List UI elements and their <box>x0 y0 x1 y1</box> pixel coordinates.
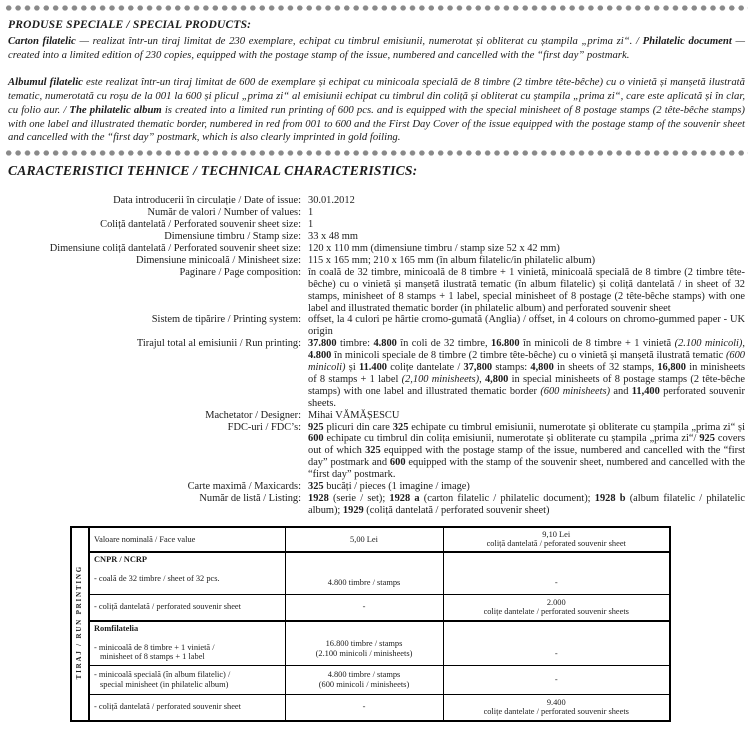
tech-value: 120 x 110 mm (dimensiune timbru / stamp size 52 x 42 mm) <box>308 242 560 254</box>
perforation-dots-middle <box>4 149 748 157</box>
tech-row-listing <box>8 493 745 517</box>
rom-special-desc-cell: - minicoală specială (în album filatelic) / special minisheet (in philatelic album) <box>89 665 285 694</box>
cnpr-souvenir-qty-cell: - <box>285 594 443 621</box>
technical-characteristics-heading: CARACTERISTICI TEHNICE / TECHNICAL CHARACTERISTICS: <box>8 163 418 179</box>
rom-minisheet-desc: - minicoală de 8 timbre + 1 vinietă / minisheet of 8 stamps + 1 label <box>94 642 215 662</box>
tech-row-designer <box>8 410 745 422</box>
cnpr-group-header: CNPR / NCRP <box>94 555 148 564</box>
tech-label: Dimensiune minicoală / Minisheet size: <box>135 254 301 266</box>
tech-value: 30.01.2012 <box>308 195 355 207</box>
print-run-table <box>70 526 745 722</box>
technical-characteristics-list <box>8 195 745 516</box>
tech-row-page-composition <box>8 267 745 315</box>
perforation-dots-top <box>4 4 748 12</box>
paragraph-album-filatelic: Albumul filatelic este realizat într-un tiraj limitat de 600 de exemplare și echipat cu minicoala specială de 8 timbre (2 timbre tête-bêche) cu o vinietă și manșetă ilustrată tematic, numerotată cu roșu de la 001 la 600 și plicul „prima zi“ al emisiunii echipat cu timbrul din coliță și obliterat cu ștampila „prima zi“, care este aplicată și în clar, cu folio aur. / The philatelic album is created into a limited run printing of 600 pcs. and is equipped with the special minisheet of 8 postage stamps (2 tête-bêche stamps) with one label and illustrated thematic border, numbered in red from 001 to 600 and the First Day Cover of the issue equipped with the postage stamp of the souvenir sheet and cancelled with the “first day” postmark, which is also clearly imprinted in gold foiling. <box>8 75 745 144</box>
tech-row-souvenir-sheet-size <box>8 243 745 255</box>
tech-row-maxicards <box>8 481 745 493</box>
tech-row-date-of-issue <box>8 195 745 207</box>
cnpr-souvenir-desc-cell: - coliță dantelată / perforated souvenir sheet <box>89 594 285 621</box>
tech-row-printing-system <box>8 314 745 338</box>
cnpr-sheet-souvenir-cell: - <box>443 552 670 594</box>
face-value-souvenir-cell: 9,10 Lei coliță dantelată / peforated souvenir sheet <box>443 527 670 552</box>
tech-row-souvenir-sheet <box>8 219 745 231</box>
face-value-desc-cell: Valoare nominală / Face value <box>89 527 285 552</box>
rom-special-souvenir-cell: - <box>443 665 670 694</box>
rom-souvenir-count-cell: 9.400 colițe dantelate / perforated souvenir sheets <box>443 694 670 721</box>
table-side-label: TIRAJ / RUN PRINTING <box>75 565 84 680</box>
tech-label: Paginare / Page composition: <box>179 266 301 278</box>
tech-label: Sistem de tipărire / Printing system: <box>151 314 301 326</box>
rom-minisheet-qty-cell: 16.800 timbre / stamps (2.100 minicoli / minisheets) <box>285 621 443 665</box>
table-side-label-cell <box>71 527 89 721</box>
tech-value: 925 plicuri din care 325 echipate cu timbrul emisiunii, numerotate și obliterate cu ștampila „prima zi“ și 600 echipate cu timbrul din colița emisiunii, numerotate și obliterate cu ștampila „prima zi“/ 925 covers out of which 325 equipped with the postage stamp of the issue, numbered and cancelled with the “first day” postmark and 600 equipped with the stamp of the souvenir sheet, numbered and cancelled with the “first day” postmark. <box>308 421 745 481</box>
rom-souvenir-qty-cell: - <box>285 694 443 721</box>
tech-row-stamp-size <box>8 231 745 243</box>
tech-label: Număr de listă / Listing: <box>199 493 301 504</box>
tech-label: Data introducerii în circulație / Date of issue: <box>113 195 301 207</box>
tech-value: 33 x 48 mm <box>308 231 358 243</box>
special-products-heading: PRODUSE SPECIALE / SPECIAL PRODUCTS: <box>8 19 252 31</box>
paragraph-carton-filatelic: Carton filatelic — realizat într-un tiraj limitat de 230 exemplare, echipat cu timbrul emisiunii, numerotat și obliterat cu ștampila „prima zi“. / Philatelic document — created into a limited edition of 230 copies, equipped with the postage stamp of the issue, numbered and cancelled with the “first day” postmark. <box>8 35 745 61</box>
tech-label: Număr de valori / Number of values: <box>147 207 301 219</box>
tech-value: în coală de 32 timbre, minicoală de 8 timbre + 1 vinietă, minicoală specială de 8 timbre (2 timbre tête-bêche) cu o vinietă și manșetă ilustrată tematic (în album filatelic) și coliță dantelată / in sheet of 32 stamps, minisheet of 8 stamps + 1 label, special minisheet of 8 postage (2 tête-bêche stamps) with one label and illustrated thematic border (in philatelic album) and perforated souvenir sheet <box>308 266 745 314</box>
tech-row-run-printing <box>8 338 745 409</box>
cnpr-sheet-qty-cell: 4.800 timbre / stamps <box>285 552 443 594</box>
cnpr-sheet-desc: - coală de 32 timbre / sheet of 32 pcs. <box>94 573 220 583</box>
cnpr-sheet-desc-cell <box>89 552 285 594</box>
romfilatelia-group-header: Romfilatelia <box>94 624 139 633</box>
face-value-stamp-cell: 5,00 Lei <box>285 527 443 552</box>
rom-special-qty-cell: 4.800 timbre / stamps (600 minicoli / minisheets) <box>285 665 443 694</box>
tech-label: Tirajul total al emisiunii / Run printing: <box>136 338 301 350</box>
tech-value: 1 <box>308 219 314 231</box>
rom-minisheet-souvenir-cell: - <box>443 621 670 665</box>
rom-souvenir-desc-cell: - coliță dantelată / perforated souvenir sheet <box>89 694 285 721</box>
tech-label: FDC-uri / FDC’s: <box>227 421 301 433</box>
tech-label: Dimensiune coliță dantelată / Perforated souvenir sheet size: <box>49 242 301 254</box>
tech-label: Carte maximă / Maxicards: <box>187 481 301 493</box>
rom-minisheet-desc-cell <box>89 621 285 665</box>
tech-row-number-of-values <box>8 207 745 219</box>
tech-value: offset, la 4 culori pe hârtie cromo-gumată (Anglia) / offset, in 4 colours on chromo-gummed paper - UK origin <box>308 314 745 338</box>
tech-label: Machetator / Designer: <box>205 409 301 421</box>
tech-value: 115 x 165 mm; 210 x 165 mm (în album filatelic/in philatelic album) <box>308 254 596 266</box>
tech-row-fdc <box>8 422 745 482</box>
tech-value: 1 <box>308 207 314 219</box>
tech-row-minisheet-size <box>8 255 745 267</box>
tech-value: 37.800 timbre: 4.800 în coli de 32 timbre, 16.800 în minicoli de 8 timbre + 1 vinietă (2.100 minicoli), 4.800 în minicoli speciale de 8 timbre (2 timbre tête-bêche) cu o vinietă și manșetă ilustrată tematic (600 minicoli) și 11.400 colițe dantelate / 37,800 stamps: 4,800 in sheets of 32 stamps, 16,800 in minisheets of 8 stamps + 1 label (2,100 minisheets), 4,800 in special minisheets of 8 postage stamps (2 tête-bêche stamps) with one label and illustrated thematic border (600 minisheets) and 11,400 perforated souvenir sheets. <box>308 338 745 409</box>
tech-value: 1928 (serie / set); 1928 a (carton filatelic / philatelic document); 1928 b (album filatelic / philatelic album); 1929 (coliță dantelată / perforated souvenir sheet) <box>308 493 745 516</box>
tech-value: 325 bucăți / pieces (1 imagine / image) <box>308 481 470 493</box>
tech-value: Mihai VĂMĂȘESCU <box>308 409 400 421</box>
cnpr-souvenir-count-cell: 2.000 colițe dantelate / perforated souvenir sheets <box>443 594 670 621</box>
tech-label: Dimensiune timbru / Stamp size: <box>164 231 301 243</box>
tech-label: Coliță dantelată / Perforated souvenir sheet size: <box>100 219 301 231</box>
